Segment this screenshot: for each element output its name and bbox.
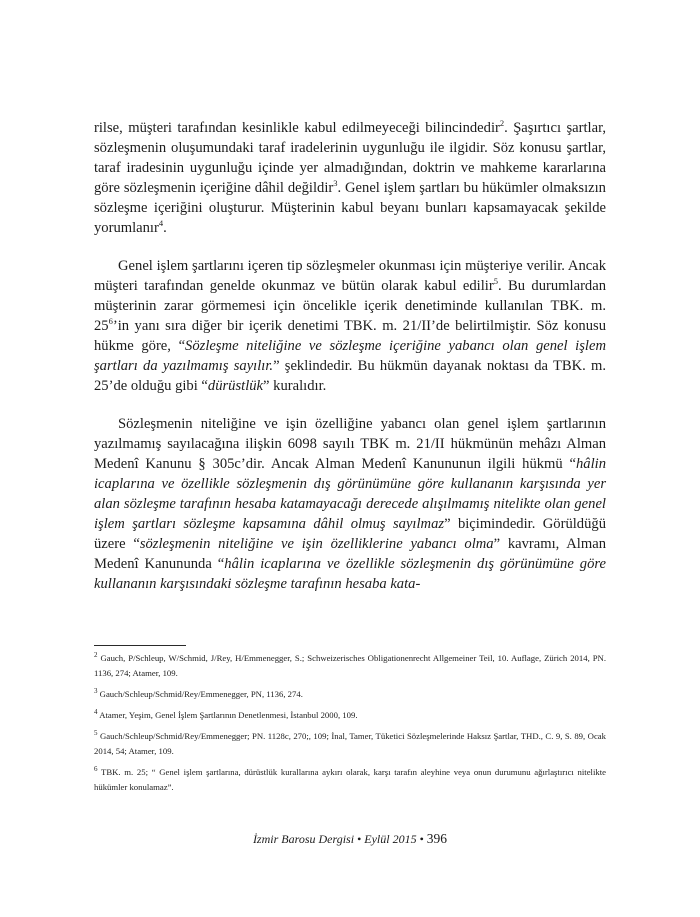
footer-separator: • [419,832,424,846]
page-number: 396 [426,831,448,846]
footnote-text: TBK. m. 25; “ Genel işlem şartlarına, dürüstlük kurallarına aykırı olarak, karşı tarafın aleyhine veya onun durumunu ağırlaştırıcı nitelikte hükümler konulamaz”. [94,767,606,792]
footnote-number: 6 [94,765,98,774]
footnote-separator [94,645,186,646]
footnote-text: Atamer, Yeşim, Genel İşlem Şartlarının Denetlenmesi, İstanbul 2000, 109. [97,710,358,720]
text-run: ” kuralıdır. [263,378,327,394]
footnote [94,729,606,759]
footnote-text: Gauch, P/Schleup, W/Schmid, J/Rey, H/Emmenegger, S.; Schweizerisches Obligationenrecht Allgemeiner Teil, 10. Auflage, Zürich 2014, PN. 1136, 274; Atamer, 109. [94,653,606,678]
footnote-number: 2 [94,651,98,660]
footnote [94,708,606,723]
text-run: ’in yanı sıra diğer bir içerik denetimi TBK. m. 21/II’de belirtilmiştir. Söz konusu hükme göre, “ [94,318,606,354]
text-run: ” şeklindedir. Bu hükmün dayanak noktası da TBK. m. 25’de olduğu gibi “ [94,358,606,394]
text-run: Genel işlem şartlarını içeren tip sözleşmeler okunması için müşteriye verilir. Ancak müşteri tarafından genelde okunmaz ve bütün olarak kabul edilir [94,258,606,294]
footnote-text: Gauch/Schleup/Schmid/Rey/Emmenegger, PN, 1136, 274. [97,689,303,699]
footnote-ref: 3 [333,178,338,189]
italic-quote: hâlin icaplarına ve özellikle sözleşmenin dış görünümüne göre kullananın karşısında yer alan sözleşme tarafının hesaba katamayacağı derecede alışılmamış nitelikte olan genel işlem şartları sözleşme kapsamına dâhil olmuş sayılmaz [94,456,606,532]
text-run: . Genel işlem şartları bu hükümler olmaksızın sözleşme içeriğini oluşturur. Müşterinin kabul beyanı bunları kapsamayacak şekilde yorumlanır [94,180,606,236]
footnote-number: 5 [94,729,98,738]
footnote [94,687,606,702]
paragraph-1 [94,118,606,238]
footnotes-block [94,651,606,801]
footnote-ref: 4 [158,218,164,229]
footnote-ref: 2 [499,118,505,129]
footnote-text: Gauch/Schleup/Schmid/Rey/Emmenegger; PN. 1128c, 270;, 109; İnal, Tamer, Tüketici Sözleşmelerinde Haksız Şartlar, THD., C. 9, S. 89, Ocak 2014, 54; Atamer, 109. [94,731,606,756]
italic-quote: Sözleşme niteliğine ve sözleşme içeriğine yabancı olan genel işlem şartları da yazılmamış sayılır. [94,338,606,374]
text-run: ” kavramı, Alman Medenî Kanununda “ [94,536,606,572]
text-run: . Şaşırtıcı şartlar, sözleşmenin oluşumundaki taraf iradelerinin uygunluğu ile ilgidir. Söz konusu şartlar, taraf iradesinin uygunluğu içinde yer almadığından, doktrin ve mahkeme kararlarına göre sözleşmenin içeriğine dâhil değildir [94,120,606,196]
running-footer [0,831,700,847]
footer-separator: • [357,832,362,846]
italic-quote: sözleşmenin niteliğine ve işin özelliklerine yabancı olma [139,536,494,552]
footnote [94,765,606,795]
italic-quote: dürüstlük [207,378,264,394]
main-text [94,118,606,594]
paragraph-2 [94,256,606,396]
footer-journal-title: İzmir Barosu Dergisi [252,832,355,846]
footnote [94,651,606,681]
footnote-ref: 5 [493,276,498,287]
footnote-number: 4 [94,708,98,717]
paragraph-3 [94,414,606,594]
text-run: ” biçimindedir. Görüldüğü üzere “ [94,516,606,552]
italic-quote: hâlin icaplarına ve özellikle sözleşmenin dış görünümüne göre kullananın karşısındaki sözleşme tarafının hesaba kata- [94,556,606,592]
text-run: Sözleşmenin niteliğine ve işin özelliğine yabancı olan genel işlem şartlarının yazılmamış sayılacağına ilişkin 6098 sayılı TBK m. 21/II hükmünün mehâzı Alman Medenî Kanunu § 305c’dir. Ancak Alman Medenî Kanununun ilgili hükmü “ [94,416,606,472]
footer-issue-date: Eylül 2015 [364,832,417,846]
text-run: rilse, müşteri tarafından kesinlikle kabul edilmeyeceği bilincindedir [94,120,500,136]
footnote-ref: 6 [108,316,113,327]
text-run: . [163,220,167,236]
text-run: . Bu durumlardan müşterinin zarar görmemesi için öncelikle içerik denetiminde kullanılan TBK. m. 25 [94,278,606,334]
footnote-number: 3 [94,687,98,696]
